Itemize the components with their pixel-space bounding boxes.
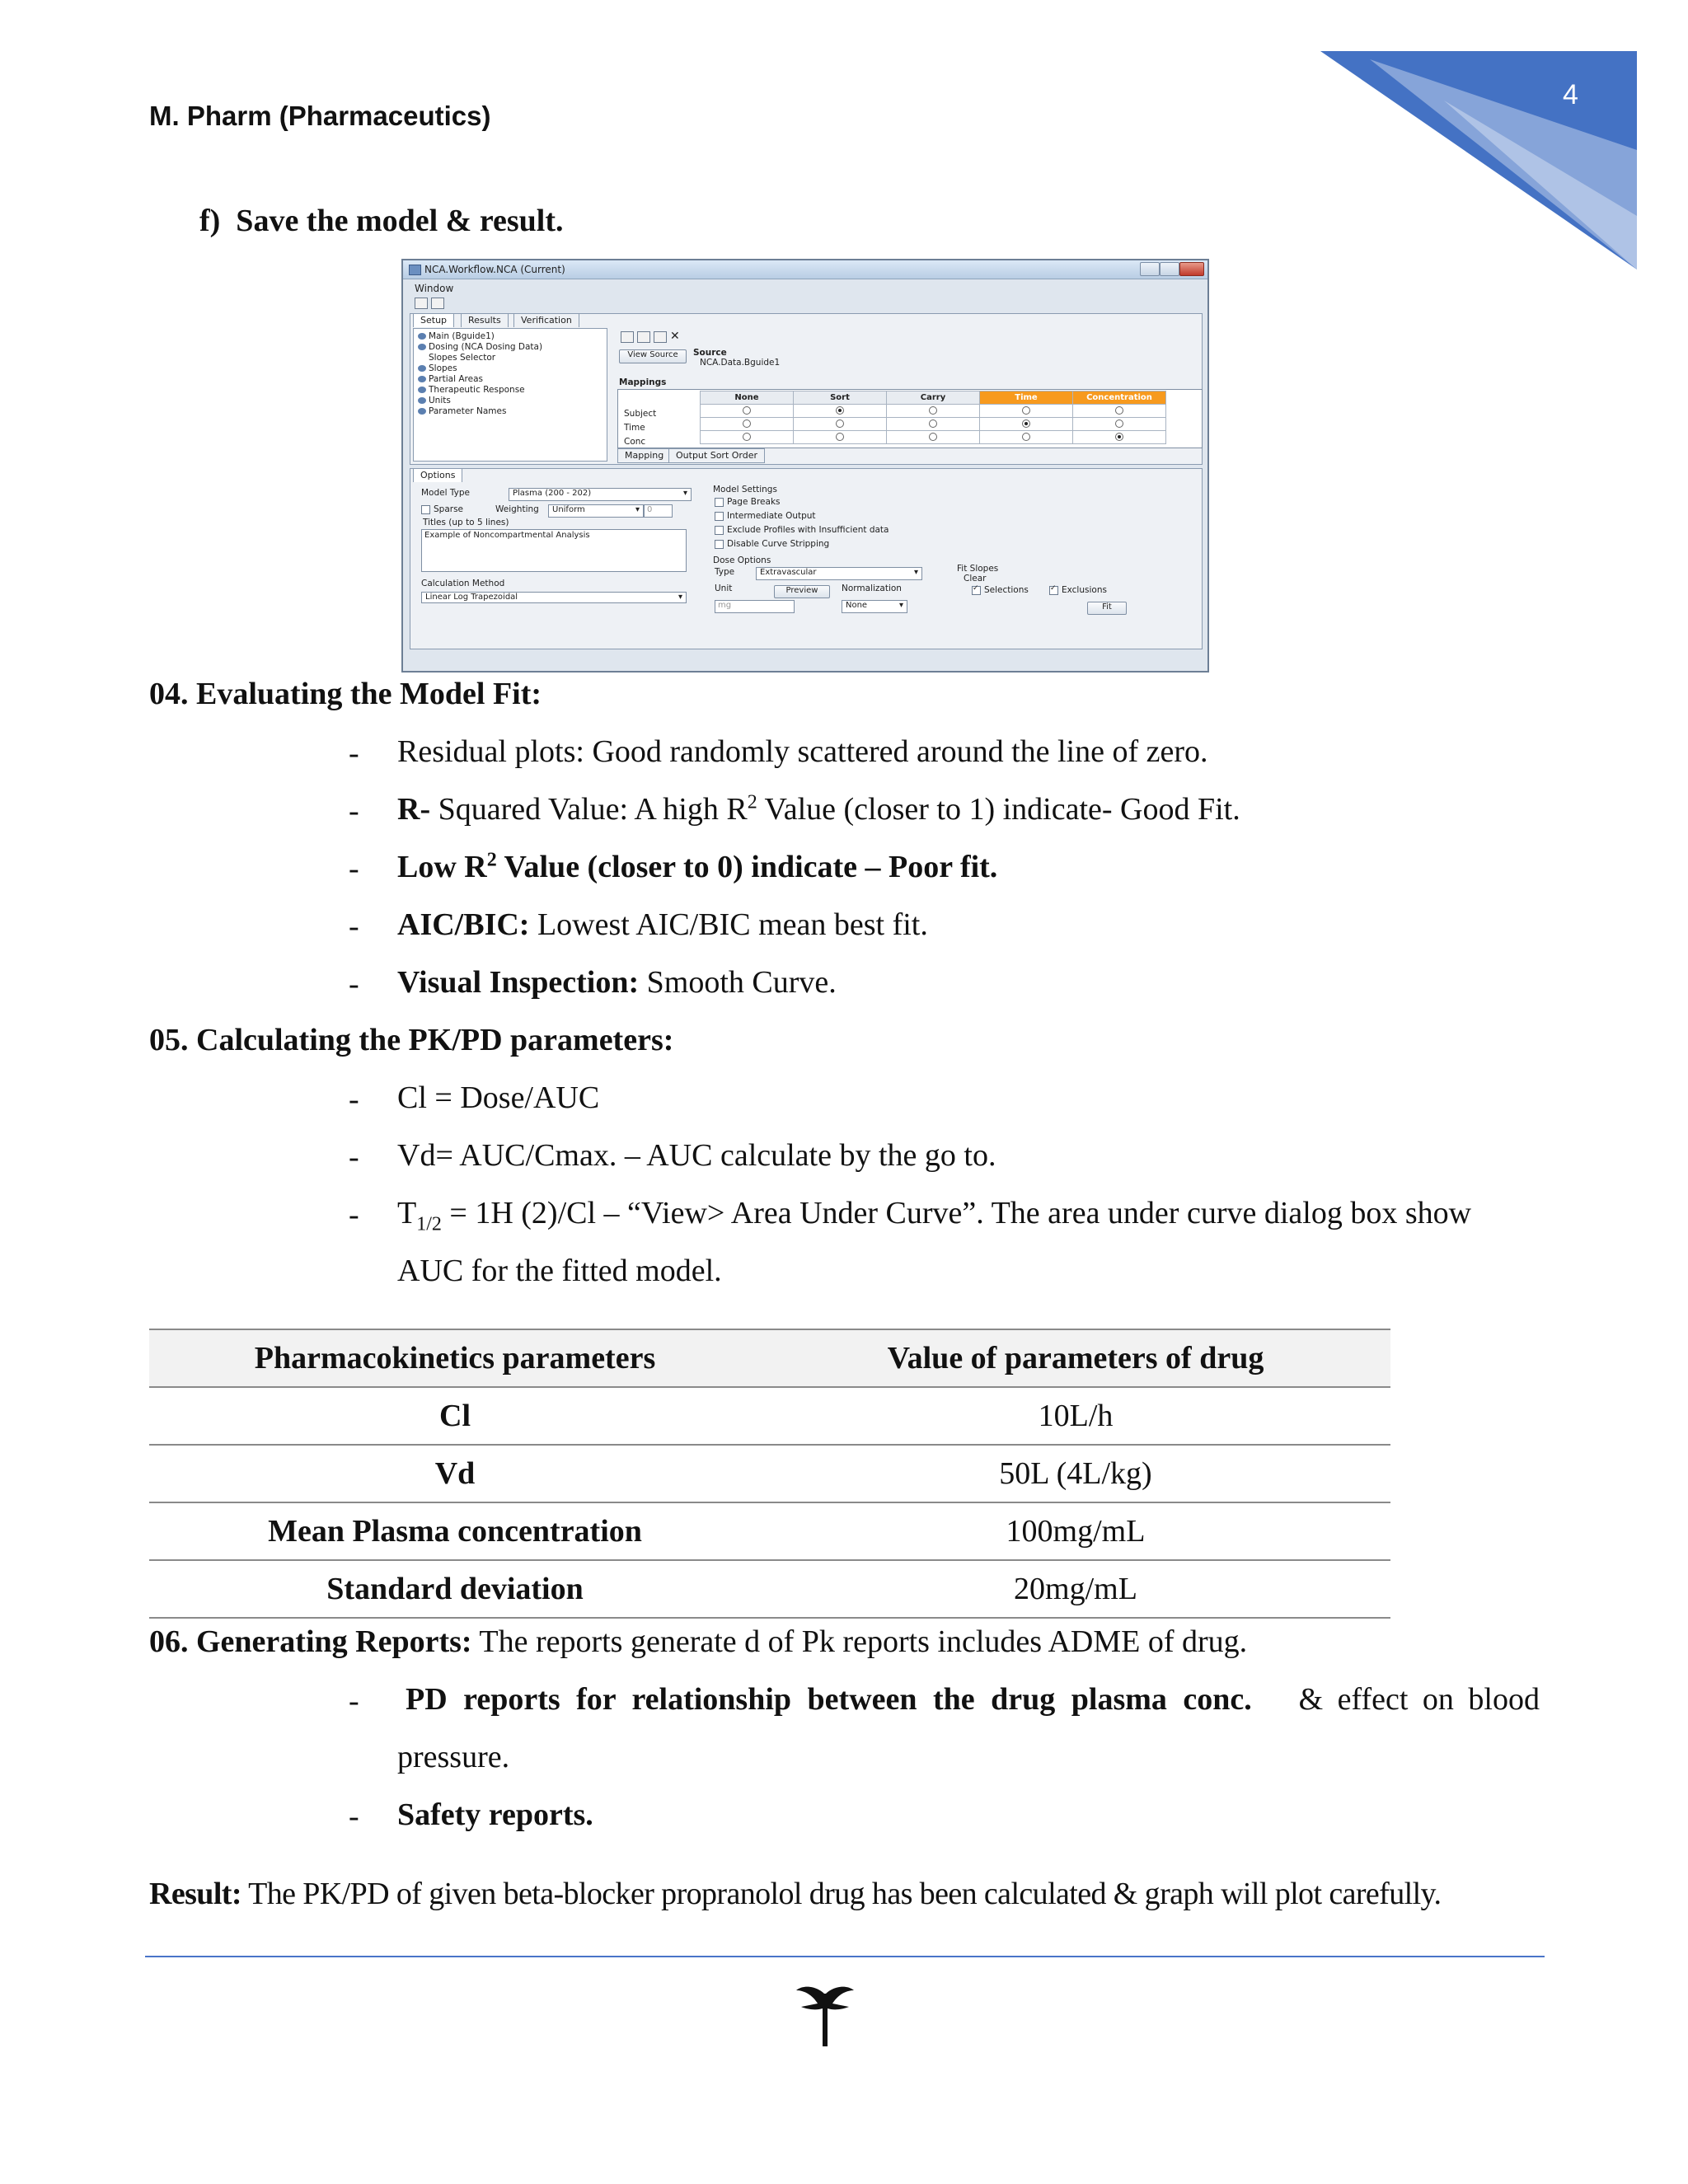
close-icon[interactable] xyxy=(1179,262,1204,276)
calc-method-label: Calculation Method xyxy=(421,579,505,588)
weighting-number-input[interactable]: 0 xyxy=(644,504,673,518)
export-icon[interactable] xyxy=(654,331,667,343)
weighting-select[interactable]: Uniform ▾ xyxy=(548,504,644,518)
table-row xyxy=(149,1445,1390,1502)
mapping-radio[interactable] xyxy=(836,433,844,441)
mapping-column-header[interactable]: Time xyxy=(980,391,1073,405)
t-half-formula-item: $T_{1/2} = 1H$ (2)/Cl – “View> Area Under Curve”. The area under curve dialog box show xyxy=(397,1196,1472,1235)
tab-results[interactable]: Results xyxy=(461,313,509,327)
bullet-dash: - xyxy=(349,1197,359,1232)
tree-item-partial-areas[interactable]: Partial Areas xyxy=(418,374,483,384)
mapping-row xyxy=(701,418,1166,431)
table-row xyxy=(149,1502,1390,1560)
param-value-cell: 50L (4L/kg) xyxy=(761,1445,1390,1502)
tab-mapping[interactable]: Mapping xyxy=(617,448,671,463)
param-value-cell: 100mg/mL xyxy=(761,1502,1390,1560)
bullet-dash: - xyxy=(349,1684,359,1718)
mapping-radio[interactable] xyxy=(929,406,937,415)
param-name-cell: Vd xyxy=(149,1445,761,1502)
tree-item-units[interactable]: Units xyxy=(418,396,451,405)
delete-icon[interactable]: ✕ xyxy=(670,330,680,343)
folder-icon[interactable] xyxy=(621,331,634,343)
aic-bic-item: AIC/BIC: Lowest AIC/BIC mean best fit. xyxy=(397,907,928,942)
tree-item-parameter-names[interactable]: Parameter Names xyxy=(418,406,506,416)
mapping-radio[interactable] xyxy=(1115,406,1123,415)
param-name-cell: Mean Plasma concentration xyxy=(149,1502,761,1560)
section-06-paragraph: 06. Generating Reports: The reports generate d of Pk reports includes ADME of drug. xyxy=(149,1624,1248,1659)
document-header: M. Pharm (Pharmaceutics) xyxy=(149,101,491,131)
mapping-row xyxy=(701,405,1166,418)
page-breaks-checkbox[interactable]: Page Breaks xyxy=(715,497,781,507)
mapping-radio[interactable] xyxy=(1115,433,1123,441)
dose-type-select[interactable]: Extravascular ▾ xyxy=(756,567,922,580)
bullet-dash: - xyxy=(349,851,359,886)
low-r-squared-item: Low $R^2$ Value (closer to 0) indicate – Poor fit. xyxy=(397,849,998,884)
unit-label: Unit xyxy=(715,583,733,593)
visual-inspection-item: Visual Inspection: Smooth Curve. xyxy=(397,965,837,1000)
palette-icon[interactable] xyxy=(431,298,444,309)
exclusions-checkbox[interactable]: ✓ Exclusions xyxy=(1049,585,1107,595)
titles-textarea[interactable]: Example of Noncompartmental Analysis xyxy=(421,529,687,572)
mappings-grid xyxy=(700,391,1166,444)
step-f-heading: f) Save the model & result. xyxy=(199,204,564,238)
param-name-cell: Cl xyxy=(149,1387,761,1445)
table-row xyxy=(149,1387,1390,1445)
mappings-label: Mappings xyxy=(619,377,667,387)
param-value-cell: 10L/h xyxy=(761,1387,1390,1445)
intermediate-output-checkbox[interactable]: Intermediate Output xyxy=(715,511,816,521)
normalization-label: Normalization xyxy=(842,583,902,593)
dose-type-label: Type xyxy=(715,567,735,577)
footer-divider xyxy=(145,1956,1545,1957)
bullet-dash: - xyxy=(349,967,359,1001)
model-type-select[interactable]: Plasma (200 - 202) ▾ xyxy=(509,488,692,501)
mapping-radio[interactable] xyxy=(743,406,751,415)
corner-decoration xyxy=(1320,51,1637,269)
r-squared-item: R- Squared Value: A high $R^2$ Value (closer to 1) indicate- Good Fit. xyxy=(397,791,1240,827)
weighting-label: Weighting xyxy=(495,504,539,514)
mapping-radio[interactable] xyxy=(1022,406,1030,415)
page-number: 4 xyxy=(1563,79,1578,110)
save-icon[interactable] xyxy=(415,298,428,309)
normalization-select[interactable]: None ▾ xyxy=(842,600,907,613)
mapping-radio[interactable] xyxy=(743,419,751,428)
titles-label: Titles (up to 5 lines) xyxy=(423,518,509,527)
source-label: Source xyxy=(693,348,727,358)
table-header-row xyxy=(149,1329,1390,1387)
mapping-radio[interactable] xyxy=(1022,433,1030,441)
mapping-radio[interactable] xyxy=(1022,419,1030,428)
mapping-radio[interactable] xyxy=(836,406,844,415)
result-paragraph: Result: The PK/PD of given beta-blocker propranolol drug has been calculated & graph will plot carefully. xyxy=(149,1877,1442,1911)
disable-curve-stripping-checkbox[interactable]: Disable Curve Stripping xyxy=(715,539,829,549)
footer-logo-icon xyxy=(793,1982,856,2050)
bullet-dash: - xyxy=(349,909,359,944)
tree-item-dosing[interactable]: Dosing (NCA Dosing Data) xyxy=(418,342,542,352)
selections-checkbox[interactable]: ✓Selections xyxy=(972,585,1029,595)
document-icon[interactable] xyxy=(637,331,650,343)
maximize-icon[interactable] xyxy=(1160,262,1179,276)
mapping-row-subject: Subject xyxy=(624,409,657,419)
tab-output-sort-order[interactable]: Output Sort Order xyxy=(668,448,765,463)
tab-options[interactable]: Options xyxy=(413,468,462,482)
tree-item-slopes[interactable]: Slopes xyxy=(418,363,457,373)
minimize-icon[interactable] xyxy=(1140,262,1160,276)
fit-slopes-label: Fit Slopes xyxy=(957,564,999,574)
pd-reports-continuation: pressure. xyxy=(397,1740,510,1774)
pd-reports-item: PD reports for relationship between the drug plasma conc. & effect on blood xyxy=(406,1682,1540,1717)
table-header-value: Value of parameters of drug xyxy=(761,1329,1390,1387)
clearance-formula-item: Cl = Dose/AUC xyxy=(397,1080,600,1115)
bullet-dash: - xyxy=(349,1082,359,1117)
fit-button[interactable]: Fit xyxy=(1087,602,1127,615)
mappings-table xyxy=(700,391,1166,444)
param-value-cell: 20mg/mL xyxy=(761,1560,1390,1618)
app-icon xyxy=(409,265,421,275)
mapping-radio[interactable] xyxy=(836,419,844,428)
dose-options-label: Dose Options xyxy=(713,555,771,565)
section-05-heading: 05. Calculating the PK/PD parameters: xyxy=(149,1023,674,1057)
mapping-radio[interactable] xyxy=(929,433,937,441)
window-titlebar xyxy=(403,260,1207,279)
tree-item-therapeutic-response[interactable]: Therapeutic Response xyxy=(418,385,525,395)
preview-button[interactable]: Preview xyxy=(774,585,830,598)
bullet-dash: - xyxy=(349,1799,359,1834)
table-row xyxy=(149,1560,1390,1618)
t-half-formula-continuation: AUC for the fitted model. xyxy=(397,1254,722,1288)
mapping-radio[interactable] xyxy=(743,433,751,441)
mapping-column-header[interactable]: Carry xyxy=(887,391,980,405)
tree-item-slopes-selector[interactable]: Slopes Selector xyxy=(429,353,496,363)
bullet-dash: - xyxy=(349,1140,359,1174)
model-settings-label: Model Settings xyxy=(713,485,777,494)
unit-input[interactable]: mg xyxy=(715,600,795,613)
view-source-button[interactable]: View Source xyxy=(619,349,687,363)
model-type-label: Model Type xyxy=(421,488,470,498)
mapping-column-header[interactable]: Sort xyxy=(794,391,887,405)
mapping-radio[interactable] xyxy=(929,419,937,428)
bullet-dash: - xyxy=(349,736,359,771)
residual-plots-item: Residual plots: Good randomly scattered around the line of zero. xyxy=(397,734,1208,769)
exclude-profiles-checkbox[interactable]: Exclude Profiles with Insufficient data xyxy=(715,525,889,535)
mapping-row-conc: Conc xyxy=(624,437,646,447)
tree-item-main[interactable]: Main (Bguide1) xyxy=(418,331,495,341)
mapping-column-header[interactable]: None xyxy=(701,391,794,405)
bullet-dash: - xyxy=(349,794,359,828)
vd-formula-item: Vd= AUC/Cmax. – AUC calculate by the go to. xyxy=(397,1138,996,1173)
sparse-checkbox[interactable]: Sparse xyxy=(421,504,463,514)
mapping-row xyxy=(701,431,1166,444)
menu-window[interactable]: Window xyxy=(415,283,454,294)
calc-method-select[interactable]: Linear Log Trapezoidal ▾ xyxy=(421,592,687,603)
section-04-heading: 04. Evaluating the Model Fit: xyxy=(149,677,542,711)
clear-label: Clear xyxy=(964,574,987,583)
window-title: NCA.Workflow.NCA (Current) xyxy=(424,264,565,275)
nca-window-screenshot xyxy=(401,259,1209,673)
table-header-parameter: Pharmacokinetics parameters xyxy=(149,1329,761,1387)
param-name-cell: Standard deviation xyxy=(149,1560,761,1618)
safety-reports-item: Safety reports. xyxy=(397,1797,593,1832)
source-value: NCA.Data.Bguide1 xyxy=(700,358,781,368)
mapping-column-header[interactable]: Concentration xyxy=(1073,391,1166,405)
tab-verification[interactable]: Verification xyxy=(513,313,579,327)
tab-setup[interactable]: Setup xyxy=(413,313,454,327)
mapping-radio[interactable] xyxy=(1115,419,1123,428)
pk-parameters-table xyxy=(149,1329,1390,1619)
mapping-row-time: Time xyxy=(624,423,645,433)
